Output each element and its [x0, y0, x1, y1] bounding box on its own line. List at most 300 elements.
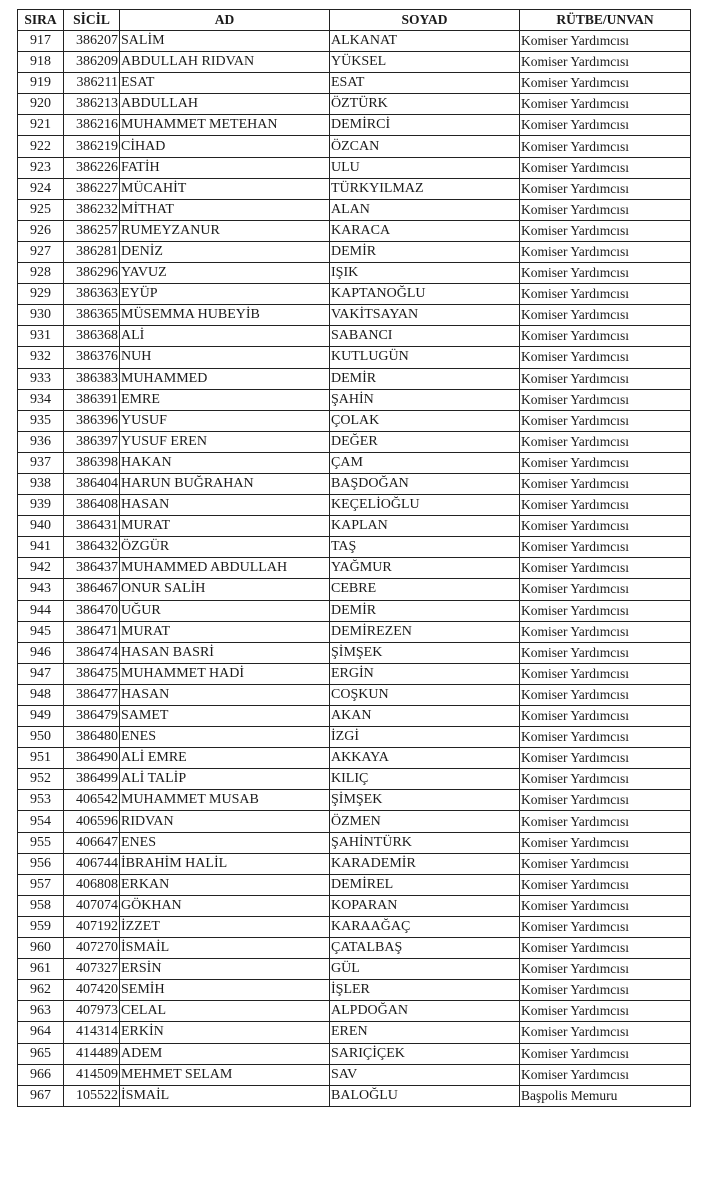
- cell-ad: ERKAN: [120, 874, 330, 895]
- cell-rutbe: Komiser Yardımcısı: [520, 52, 691, 73]
- table-row: [18, 473, 691, 494]
- cell-rutbe: Komiser Yardımcısı: [520, 874, 691, 895]
- cell-sira: 967: [18, 1085, 64, 1106]
- cell-soyad: EREN: [330, 1022, 520, 1043]
- cell-sira: 946: [18, 642, 64, 663]
- cell-rutbe: Komiser Yardımcısı: [520, 452, 691, 473]
- cell-soyad: ALAN: [330, 199, 520, 220]
- cell-soyad: KEÇELİOĞLU: [330, 495, 520, 516]
- table-row: [18, 558, 691, 579]
- cell-soyad: ALKANAT: [330, 31, 520, 52]
- cell-sicil: 407327: [64, 959, 120, 980]
- table-row: [18, 895, 691, 916]
- cell-ad: MÜCAHİT: [120, 178, 330, 199]
- cell-sira: 961: [18, 959, 64, 980]
- cell-rutbe: Komiser Yardımcısı: [520, 579, 691, 600]
- cell-sira: 926: [18, 220, 64, 241]
- cell-ad: MÜSEMMA HUBEYİB: [120, 305, 330, 326]
- cell-sicil: 386408: [64, 495, 120, 516]
- cell-ad: ALİ EMRE: [120, 748, 330, 769]
- table-row: [18, 94, 691, 115]
- cell-ad: RIDVAN: [120, 811, 330, 832]
- cell-rutbe: Komiser Yardımcısı: [520, 326, 691, 347]
- cell-sira: 962: [18, 980, 64, 1001]
- cell-rutbe: Komiser Yardımcısı: [520, 516, 691, 537]
- table-row: [18, 178, 691, 199]
- cell-soyad: DEMİRCİ: [330, 115, 520, 136]
- cell-sira: 921: [18, 115, 64, 136]
- cell-soyad: ALPDOĞAN: [330, 1001, 520, 1022]
- cell-rutbe: Komiser Yardımcısı: [520, 495, 691, 516]
- cell-ad: MUHAMMET MUSAB: [120, 790, 330, 811]
- cell-rutbe: Komiser Yardımcısı: [520, 1043, 691, 1064]
- cell-soyad: DEĞER: [330, 431, 520, 452]
- cell-rutbe: Komiser Yardımcısı: [520, 136, 691, 157]
- cell-sira: 934: [18, 389, 64, 410]
- cell-sicil: 386211: [64, 73, 120, 94]
- cell-rutbe: Komiser Yardımcısı: [520, 284, 691, 305]
- cell-sira: 936: [18, 431, 64, 452]
- cell-rutbe: Komiser Yardımcısı: [520, 853, 691, 874]
- cell-rutbe: Komiser Yardımcısı: [520, 1064, 691, 1085]
- cell-sicil: 386213: [64, 94, 120, 115]
- cell-rutbe: Komiser Yardımcısı: [520, 431, 691, 452]
- header-soyad: SOYAD: [330, 10, 520, 31]
- cell-sicil: 386257: [64, 220, 120, 241]
- cell-sira: 928: [18, 263, 64, 284]
- cell-soyad: ÇAM: [330, 452, 520, 473]
- cell-soyad: ÇOLAK: [330, 410, 520, 431]
- cell-rutbe: Komiser Yardımcısı: [520, 473, 691, 494]
- cell-ad: ENES: [120, 832, 330, 853]
- cell-sicil: 386404: [64, 473, 120, 494]
- table-row: [18, 663, 691, 684]
- cell-sicil: 407420: [64, 980, 120, 1001]
- cell-soyad: TAŞ: [330, 537, 520, 558]
- cell-rutbe: Komiser Yardımcısı: [520, 959, 691, 980]
- cell-sicil: 414489: [64, 1043, 120, 1064]
- table-row: [18, 284, 691, 305]
- table-row: [18, 199, 691, 220]
- cell-soyad: AKKAYA: [330, 748, 520, 769]
- cell-soyad: GÜL: [330, 959, 520, 980]
- table-row: [18, 389, 691, 410]
- cell-soyad: BALOĞLU: [330, 1085, 520, 1106]
- table-row: [18, 410, 691, 431]
- cell-sira: 925: [18, 199, 64, 220]
- cell-sira: 958: [18, 895, 64, 916]
- cell-rutbe: Komiser Yardımcısı: [520, 684, 691, 705]
- cell-sira: 951: [18, 748, 64, 769]
- cell-sira: 957: [18, 874, 64, 895]
- cell-soyad: ÖZMEN: [330, 811, 520, 832]
- cell-sira: 932: [18, 347, 64, 368]
- table-row: [18, 1085, 691, 1106]
- table-row: [18, 938, 691, 959]
- table-row: [18, 642, 691, 663]
- cell-sira: 942: [18, 558, 64, 579]
- cell-soyad: KOPARAN: [330, 895, 520, 916]
- cell-ad: MUHAMMET HADİ: [120, 663, 330, 684]
- cell-sira: 941: [18, 537, 64, 558]
- cell-sicil: 386383: [64, 368, 120, 389]
- cell-ad: EYÜP: [120, 284, 330, 305]
- cell-soyad: SAV: [330, 1064, 520, 1085]
- table-row: [18, 537, 691, 558]
- table-row: [18, 874, 691, 895]
- table-row: [18, 326, 691, 347]
- cell-sicil: 386467: [64, 579, 120, 600]
- cell-ad: İBRAHİM HALİL: [120, 853, 330, 874]
- cell-sicil: 386226: [64, 157, 120, 178]
- cell-rutbe: Komiser Yardımcısı: [520, 263, 691, 284]
- cell-ad: İZZET: [120, 916, 330, 937]
- cell-sicil: 386296: [64, 263, 120, 284]
- table-row: [18, 1001, 691, 1022]
- cell-ad: NUH: [120, 347, 330, 368]
- cell-sicil: 386475: [64, 663, 120, 684]
- cell-ad: MUHAMMED: [120, 368, 330, 389]
- cell-soyad: KUTLUGÜN: [330, 347, 520, 368]
- cell-soyad: KARACA: [330, 220, 520, 241]
- cell-soyad: ERGİN: [330, 663, 520, 684]
- cell-soyad: DEMİREZEN: [330, 621, 520, 642]
- cell-soyad: ÖZTÜRK: [330, 94, 520, 115]
- cell-ad: EMRE: [120, 389, 330, 410]
- cell-ad: RUMEYZANUR: [120, 220, 330, 241]
- cell-ad: ALİ: [120, 326, 330, 347]
- cell-rutbe: Komiser Yardımcısı: [520, 305, 691, 326]
- cell-ad: ÖZGÜR: [120, 537, 330, 558]
- cell-sira: 938: [18, 473, 64, 494]
- cell-ad: YAVUZ: [120, 263, 330, 284]
- cell-sicil: 386216: [64, 115, 120, 136]
- cell-ad: ERSİN: [120, 959, 330, 980]
- cell-soyad: DEMİR: [330, 600, 520, 621]
- table-row: [18, 727, 691, 748]
- cell-rutbe: Komiser Yardımcısı: [520, 220, 691, 241]
- cell-sira: 949: [18, 706, 64, 727]
- cell-sicil: 386437: [64, 558, 120, 579]
- table-row: [18, 136, 691, 157]
- cell-sira: 948: [18, 684, 64, 705]
- cell-sicil: 407074: [64, 895, 120, 916]
- cell-ad: UĞUR: [120, 600, 330, 621]
- cell-sicil: 386398: [64, 452, 120, 473]
- cell-sicil: 407270: [64, 938, 120, 959]
- cell-rutbe: Komiser Yardımcısı: [520, 769, 691, 790]
- cell-soyad: KAPTANOĞLU: [330, 284, 520, 305]
- cell-rutbe: Komiser Yardımcısı: [520, 832, 691, 853]
- table-row: [18, 452, 691, 473]
- cell-rutbe: Komiser Yardımcısı: [520, 558, 691, 579]
- cell-rutbe: Komiser Yardımcısı: [520, 31, 691, 52]
- cell-ad: MİTHAT: [120, 199, 330, 220]
- table-row: [18, 1022, 691, 1043]
- cell-soyad: KARAAĞAÇ: [330, 916, 520, 937]
- cell-ad: ALİ TALİP: [120, 769, 330, 790]
- cell-ad: HASAN: [120, 495, 330, 516]
- cell-ad: YUSUF EREN: [120, 431, 330, 452]
- cell-rutbe: Komiser Yardımcısı: [520, 1001, 691, 1022]
- table-row: [18, 368, 691, 389]
- cell-sicil: 386432: [64, 537, 120, 558]
- cell-sira: 944: [18, 600, 64, 621]
- cell-soyad: DEMİR: [330, 368, 520, 389]
- cell-sira: 924: [18, 178, 64, 199]
- cell-sicil: 407973: [64, 1001, 120, 1022]
- cell-rutbe: Komiser Yardımcısı: [520, 916, 691, 937]
- cell-rutbe: Komiser Yardımcısı: [520, 73, 691, 94]
- cell-rutbe: Komiser Yardımcısı: [520, 368, 691, 389]
- cell-sicil: 386363: [64, 284, 120, 305]
- cell-ad: CİHAD: [120, 136, 330, 157]
- cell-rutbe: Komiser Yardımcısı: [520, 748, 691, 769]
- cell-sira: 933: [18, 368, 64, 389]
- cell-soyad: ŞİMŞEK: [330, 790, 520, 811]
- cell-ad: MURAT: [120, 516, 330, 537]
- table-row: [18, 579, 691, 600]
- header-sicil: SİCİL: [64, 10, 120, 31]
- table-header: [18, 10, 691, 31]
- cell-sicil: 386471: [64, 621, 120, 642]
- cell-soyad: SARIÇİÇEK: [330, 1043, 520, 1064]
- header-ad: AD: [120, 10, 330, 31]
- cell-rutbe: Komiser Yardımcısı: [520, 537, 691, 558]
- table-row: [18, 684, 691, 705]
- cell-ad: MEHMET SELAM: [120, 1064, 330, 1085]
- cell-soyad: ŞAHİNTÜRK: [330, 832, 520, 853]
- cell-ad: ONUR SALİH: [120, 579, 330, 600]
- table-row: [18, 959, 691, 980]
- cell-sira: 935: [18, 410, 64, 431]
- cell-ad: GÖKHAN: [120, 895, 330, 916]
- cell-sira: 964: [18, 1022, 64, 1043]
- cell-soyad: AKAN: [330, 706, 520, 727]
- cell-sicil: 386227: [64, 178, 120, 199]
- table-row: [18, 748, 691, 769]
- cell-sira: 945: [18, 621, 64, 642]
- cell-ad: SALİM: [120, 31, 330, 52]
- cell-ad: SEMİH: [120, 980, 330, 1001]
- cell-ad: İSMAİL: [120, 1085, 330, 1106]
- table-row: [18, 916, 691, 937]
- cell-ad: ADEM: [120, 1043, 330, 1064]
- table-row: [18, 52, 691, 73]
- cell-ad: ABDULLAH RIDVAN: [120, 52, 330, 73]
- cell-sicil: 386397: [64, 431, 120, 452]
- cell-sicil: 386365: [64, 305, 120, 326]
- cell-sicil: 386470: [64, 600, 120, 621]
- table-row: [18, 811, 691, 832]
- table-row: [18, 706, 691, 727]
- cell-rutbe: Komiser Yardımcısı: [520, 157, 691, 178]
- cell-rutbe: Komiser Yardımcısı: [520, 980, 691, 1001]
- cell-sicil: 406542: [64, 790, 120, 811]
- cell-sira: 927: [18, 241, 64, 262]
- cell-rutbe: Komiser Yardımcısı: [520, 241, 691, 262]
- cell-sicil: 414314: [64, 1022, 120, 1043]
- cell-sira: 956: [18, 853, 64, 874]
- table-row: [18, 1043, 691, 1064]
- table-row: [18, 600, 691, 621]
- table-row: [18, 1064, 691, 1085]
- cell-sira: 918: [18, 52, 64, 73]
- cell-rutbe: Komiser Yardımcısı: [520, 1022, 691, 1043]
- cell-sira: 955: [18, 832, 64, 853]
- cell-soyad: CEBRE: [330, 579, 520, 600]
- cell-sicil: 406647: [64, 832, 120, 853]
- cell-rutbe: Komiser Yardımcısı: [520, 727, 691, 748]
- personnel-table: [17, 9, 691, 1107]
- table-row: [18, 31, 691, 52]
- cell-sira: 954: [18, 811, 64, 832]
- cell-sira: 959: [18, 916, 64, 937]
- cell-sira: 940: [18, 516, 64, 537]
- cell-rutbe: Komiser Yardımcısı: [520, 199, 691, 220]
- cell-sicil: 386431: [64, 516, 120, 537]
- cell-sira: 965: [18, 1043, 64, 1064]
- cell-soyad: YAĞMUR: [330, 558, 520, 579]
- table-row: [18, 495, 691, 516]
- cell-sira: 923: [18, 157, 64, 178]
- cell-sira: 943: [18, 579, 64, 600]
- cell-rutbe: Komiser Yardımcısı: [520, 94, 691, 115]
- cell-rutbe: Komiser Yardımcısı: [520, 790, 691, 811]
- cell-sira: 917: [18, 31, 64, 52]
- header-rutbe: RÜTBE/UNVAN: [520, 10, 691, 31]
- cell-soyad: ŞAHİN: [330, 389, 520, 410]
- cell-sira: 939: [18, 495, 64, 516]
- cell-soyad: SABANCI: [330, 326, 520, 347]
- cell-sicil: 406808: [64, 874, 120, 895]
- cell-sicil: 386499: [64, 769, 120, 790]
- cell-ad: ERKİN: [120, 1022, 330, 1043]
- cell-ad: ESAT: [120, 73, 330, 94]
- cell-sicil: 386219: [64, 136, 120, 157]
- cell-sira: 950: [18, 727, 64, 748]
- header-sira: SIRA: [18, 10, 64, 31]
- cell-rutbe: Komiser Yardımcısı: [520, 706, 691, 727]
- cell-soyad: KILIÇ: [330, 769, 520, 790]
- cell-soyad: ŞİMŞEK: [330, 642, 520, 663]
- table-row: [18, 73, 691, 94]
- cell-soyad: TÜRKYILMAZ: [330, 178, 520, 199]
- cell-sira: 966: [18, 1064, 64, 1085]
- cell-sicil: 386480: [64, 727, 120, 748]
- cell-sicil: 406744: [64, 853, 120, 874]
- table-row: [18, 347, 691, 368]
- cell-soyad: İZGİ: [330, 727, 520, 748]
- cell-sira: 919: [18, 73, 64, 94]
- cell-sira: 922: [18, 136, 64, 157]
- cell-sicil: 386232: [64, 199, 120, 220]
- cell-rutbe: Komiser Yardımcısı: [520, 389, 691, 410]
- cell-soyad: ESAT: [330, 73, 520, 94]
- cell-sira: 920: [18, 94, 64, 115]
- cell-ad: CELAL: [120, 1001, 330, 1022]
- table-row: [18, 790, 691, 811]
- cell-rutbe: Komiser Yardımcısı: [520, 895, 691, 916]
- cell-soyad: İŞLER: [330, 980, 520, 1001]
- cell-rutbe: Komiser Yardımcısı: [520, 938, 691, 959]
- cell-ad: MURAT: [120, 621, 330, 642]
- cell-soyad: ÖZCAN: [330, 136, 520, 157]
- table-row: [18, 305, 691, 326]
- cell-ad: HARUN BUĞRAHAN: [120, 473, 330, 494]
- table-row: [18, 832, 691, 853]
- table-row: [18, 157, 691, 178]
- cell-sicil: 406596: [64, 811, 120, 832]
- cell-rutbe: Komiser Yardımcısı: [520, 811, 691, 832]
- cell-sira: 960: [18, 938, 64, 959]
- cell-sicil: 386281: [64, 241, 120, 262]
- cell-soyad: YÜKSEL: [330, 52, 520, 73]
- cell-sicil: 407192: [64, 916, 120, 937]
- cell-sicil: 105522: [64, 1085, 120, 1106]
- cell-sicil: 386376: [64, 347, 120, 368]
- cell-sicil: 386474: [64, 642, 120, 663]
- cell-ad: HAKAN: [120, 452, 330, 473]
- table-row: [18, 980, 691, 1001]
- cell-rutbe: Başpolis Memuru: [520, 1085, 691, 1106]
- header-row: [18, 10, 691, 31]
- cell-sicil: 386479: [64, 706, 120, 727]
- cell-ad: YUSUF: [120, 410, 330, 431]
- cell-sicil: 386207: [64, 31, 120, 52]
- cell-rutbe: Komiser Yardımcısı: [520, 178, 691, 199]
- table-row: [18, 263, 691, 284]
- cell-rutbe: Komiser Yardımcısı: [520, 347, 691, 368]
- cell-soyad: IŞIK: [330, 263, 520, 284]
- cell-sicil: 386396: [64, 410, 120, 431]
- cell-ad: HASAN BASRİ: [120, 642, 330, 663]
- cell-soyad: KARADEMİR: [330, 853, 520, 874]
- cell-sicil: 386477: [64, 684, 120, 705]
- table-row: [18, 241, 691, 262]
- cell-ad: ENES: [120, 727, 330, 748]
- cell-rutbe: Komiser Yardımcısı: [520, 410, 691, 431]
- cell-soyad: BAŞDOĞAN: [330, 473, 520, 494]
- cell-sicil: 386391: [64, 389, 120, 410]
- cell-sira: 952: [18, 769, 64, 790]
- cell-sicil: 386209: [64, 52, 120, 73]
- table-row: [18, 220, 691, 241]
- table-row: [18, 853, 691, 874]
- cell-sira: 930: [18, 305, 64, 326]
- cell-ad: FATİH: [120, 157, 330, 178]
- cell-ad: SAMET: [120, 706, 330, 727]
- cell-rutbe: Komiser Yardımcısı: [520, 115, 691, 136]
- cell-soyad: ÇATALBAŞ: [330, 938, 520, 959]
- cell-rutbe: Komiser Yardımcısı: [520, 600, 691, 621]
- cell-sicil: 386490: [64, 748, 120, 769]
- cell-sira: 937: [18, 452, 64, 473]
- cell-sicil: 414509: [64, 1064, 120, 1085]
- cell-soyad: DEMİREL: [330, 874, 520, 895]
- cell-soyad: ULU: [330, 157, 520, 178]
- cell-sira: 947: [18, 663, 64, 684]
- cell-soyad: KAPLAN: [330, 516, 520, 537]
- cell-sira: 963: [18, 1001, 64, 1022]
- cell-sira: 931: [18, 326, 64, 347]
- cell-ad: MUHAMMED ABDULLAH: [120, 558, 330, 579]
- cell-ad: DENİZ: [120, 241, 330, 262]
- cell-ad: MUHAMMET METEHAN: [120, 115, 330, 136]
- cell-rutbe: Komiser Yardımcısı: [520, 663, 691, 684]
- table-body: [18, 31, 691, 1107]
- cell-ad: ABDULLAH: [120, 94, 330, 115]
